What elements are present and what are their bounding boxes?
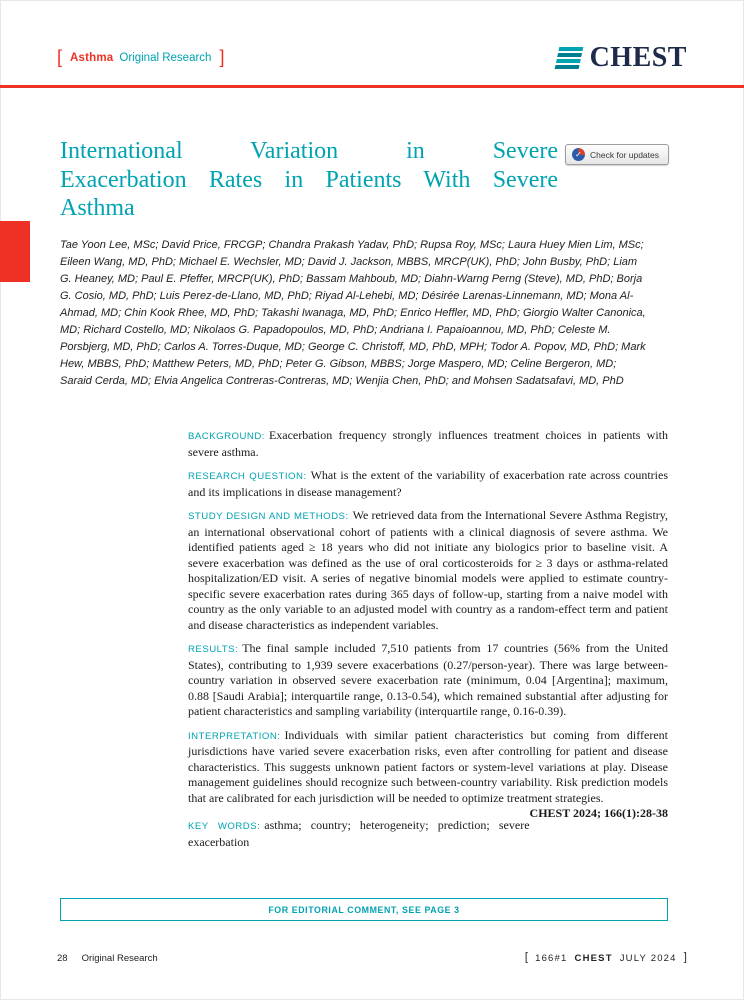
abstract: [188, 428, 668, 858]
page-footer: [57, 950, 687, 964]
abstract-section-research-question: [188, 468, 668, 500]
abstract-section-interpretation: [188, 727, 668, 820]
abstract-section-results: [188, 641, 668, 720]
editorial-comment-box[interactable]: [60, 898, 668, 921]
section-label: RESULTS:: [188, 644, 239, 655]
bracket-right: ]: [219, 47, 225, 67]
footer-issue: 166#1: [535, 953, 568, 964]
section-text: We retrieved data from the International Severe Asthma Registry, an international observational cohort of patients with a clinical diagnosis of severe asthma. We identified patients aged ≥ 18 years who did not initiate any biologics prior to baseline visit. A severe exacerbation was defined as the use of oral corticosteroids for ≥ 3 days or asthma-related hospitalization/ED visit. A series of negative binomial models were applied to estimate country-specific severe exacerbation rates during 365 days of follow-up, starting from a naive model with country as the only variable to an adjusted model with country as a random-effect term and patient and disease characteristics as independent variables.: [188, 508, 669, 632]
footer-section-label: Original Research: [81, 953, 158, 964]
chest-logo: [557, 44, 687, 72]
footer-left: [57, 953, 158, 964]
abstract-section-background: [188, 428, 668, 460]
bracket-left: [: [57, 47, 63, 67]
footer-citation: [525, 950, 687, 964]
section-label: INTERPRETATION:: [188, 730, 281, 742]
check-for-updates-button[interactable]: [565, 144, 669, 165]
section-label: STUDY DESIGN AND METHODS:: [188, 511, 349, 522]
section-text: The final sample included 7,510 patients from 17 countries (56% from the United States), contributing to 1,939 severe exacerbations (0.27/person-year). There was large between-country variation in observed severe exacerbation rate (minimum, 0.04 [Argentina]; maximum, 0.88 [Saudi Arabia]; interquartile range, 0.13-0.54), which remained substantial after adjusting for patient characteristics and sampling variability (interquartile range, 0.16-0.39).: [188, 641, 668, 718]
check-for-updates-label: Check for updates: [590, 149, 659, 160]
section-text: asthma; country; heterogeneity; prediction; severe exacerbation: [188, 818, 530, 849]
section-text: What is the extent of the variability of exacerbation rate across countries and its implications in disease management?: [188, 468, 668, 499]
footer-bracket-left: [: [524, 949, 529, 964]
section-label: RESEARCH QUESTION:: [188, 471, 307, 482]
footer-bracket-right: ]: [683, 949, 687, 964]
footer-journal-name: CHEST: [574, 953, 613, 964]
crossmark-icon: [572, 148, 585, 161]
header-rule: [0, 85, 744, 88]
title-line: Exacerbation Rates in Patients With Severe: [60, 166, 558, 193]
article-title: [60, 137, 558, 223]
section-label: BACKGROUND:: [188, 431, 265, 442]
chest-wordmark: CHEST: [589, 42, 687, 73]
title-line: Asthma: [60, 195, 135, 221]
page-number: 28: [57, 953, 68, 964]
section-text: Individuals with similar patient characteristics but coming from different jurisdictions have varied severe exacerbation risks, even after controlling for patient and disease characteristics. This suggests unknown patient factors or system-level variations at play. Disease management guidelines should recognize such between-country variability. Risk prediction models that are calibrated for each jurisdiction will be needed to optimize treatment strategies.: [188, 727, 668, 805]
red-accent-tab: [0, 221, 30, 282]
category-label: Asthma: [70, 52, 114, 64]
title-line: International Variation in Severe: [60, 138, 558, 164]
author-list: Tae Yoon Lee, MSc; David Price, FRCGP; Chandra Prakash Yadav, PhD; Rupsa Roy, MSc; Laura Huey Mien Lim, MSc; Eileen Wang, MD, PhD; Michael E. Wechsler, MD; David J. Jackson, MBBS, MRCP(UK), PhD; John Busby, PhD; Liam G. Heaney, MD; Paul E. Pfeffer, MRCP(UK), PhD; Bassam Mahboub, MD; Diahn-Warng Perng (Steve), MD, PhD; Borja G. Cosio, MD, PhD; Luis Perez-de-Llano, MD, PhD; Riyad Al-Lehebi, MD; Désirée Larenas-Linnemann, MD; Mona Al-Ahmad, MD; Chin Kook Rhee, MD, PhD; Takashi Iwanaga, MD, PhD; Enrico Heffler, MD, PhD; Giorgio Walter Canonica, MD; Richard Costello, MD; Nikolaos G. Papadopoulos, MD, PhD; Andriana I. Papaioannou, MD, PhD; Celeste M. Porsbjerg, MD, PhD; Carlos A. Torres-Duque, MD; George C. Christoff, MD, PhD, MPH; Todor A. Popov, MD, PhD; Mark Hew, MBBS, PhD; Matthew Peters, MD, PhD; Peter G. Gibson, MBBS; Jorge Maspero, MD; Celine Bergeron, MD; Saraid Cerda, MD; Elvia Angelica Contreras-Contreras, MD; Wenjia Chen, PhD; and Mohsen Sadatsafavi, MD, PhD: [60, 239, 646, 387]
abstract-section-study-design: [188, 508, 668, 633]
editorial-comment-text: FOR EDITORIAL COMMENT, SEE PAGE 3: [268, 905, 460, 915]
chest-flag-icon: [554, 47, 585, 69]
section-text: Exacerbation frequency strongly influences treatment choices in patients with severe asthma.: [188, 428, 668, 459]
masthead: [57, 44, 687, 72]
article-category-banner: [57, 49, 224, 67]
journal-citation: CHEST 2024; 166(1):28-38: [529, 806, 668, 820]
abstract-section-keywords: [188, 818, 668, 850]
section-label: Original Research: [119, 52, 212, 64]
footer-date: JULY 2024: [619, 953, 677, 964]
section-label: KEY WORDS:: [188, 821, 261, 832]
